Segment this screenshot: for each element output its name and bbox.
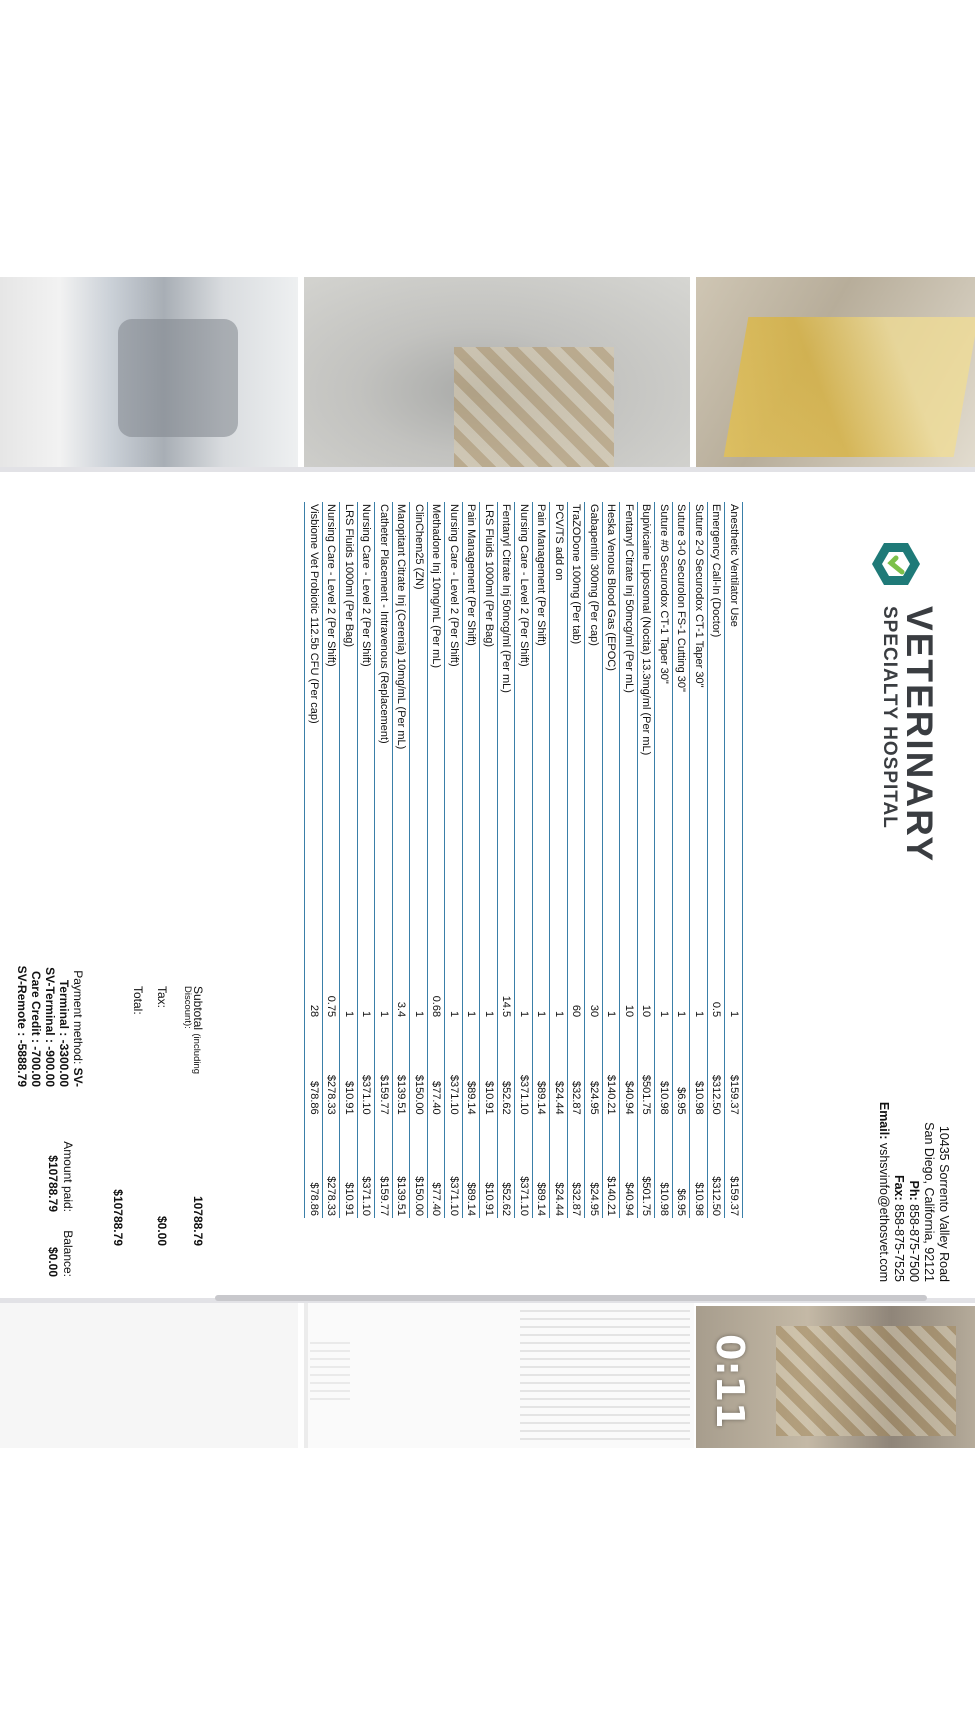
line-item-quantity: 1 [410, 962, 428, 1020]
line-item-total: $501.75 [638, 1117, 656, 1218]
line-item-description: Suture 2-0 Securodox CT-1 Taper 30" [690, 502, 708, 962]
line-item-row [550, 502, 568, 1218]
total-label: Total: [131, 986, 145, 1015]
line-item-row [585, 502, 603, 1218]
line-item-total: $159.77 [375, 1117, 393, 1218]
discount-row [179, 986, 193, 1246]
line-item-total: $278.33 [323, 1117, 341, 1218]
line-item-row [515, 502, 533, 1218]
line-item-row [323, 502, 341, 1218]
line-item-row [305, 502, 323, 1218]
fax-line [891, 1002, 906, 1282]
line-item-total: $24.44 [550, 1117, 568, 1218]
subtotal-label: Subtotal [191, 986, 205, 1031]
line-item-row [428, 502, 446, 1218]
amount-paid-value: $10788.79 [46, 1155, 60, 1212]
email-line [876, 1002, 891, 1282]
line-item-quantity: 14.5 [498, 962, 516, 1020]
line-item-quantity: 0.75 [323, 962, 341, 1020]
faded-footer-lines [310, 1340, 350, 1400]
clinic-brand [878, 606, 940, 863]
line-item-price: $371.10 [515, 1019, 533, 1117]
line-item-quantity: 1 [690, 962, 708, 1020]
line-item-row [533, 502, 551, 1218]
payment-method-block [15, 817, 85, 1087]
line-item-description: Suture #0 Securodox CT-1 Taper 30" [655, 502, 673, 962]
line-item-description: LRS Fluids 1000ml (Per Bag) [340, 502, 358, 962]
line-item-quantity: 1 [375, 962, 393, 1020]
brand-subtitle: SPECIALTY HOSPITAL [879, 606, 900, 829]
clinic-logo-icon [869, 537, 923, 591]
line-item-quantity: 1 [533, 962, 551, 1020]
blank-page-thumbnail [0, 1303, 298, 1448]
line-item-row [568, 502, 586, 1218]
line-item-price: $150.00 [410, 1019, 428, 1117]
tax-value: $0.00 [155, 1215, 169, 1246]
payment-line-3: SV-Terminal : -900.00 [43, 967, 57, 1087]
line-item-total: $371.10 [445, 1117, 463, 1218]
line-item-quantity: 1 [358, 962, 376, 1020]
line-item-total: $89.14 [533, 1117, 551, 1218]
line-item-quantity: 30 [585, 962, 603, 1020]
line-item-total: $40.94 [620, 1117, 638, 1218]
line-item-row [603, 502, 621, 1218]
line-item-total: $10.91 [340, 1117, 358, 1218]
line-item-price: $10.91 [480, 1019, 498, 1117]
line-item-quantity: 1 [550, 962, 568, 1020]
subtotal-value: 10788.79 [191, 1195, 205, 1246]
amount-paid-block [45, 1102, 75, 1212]
phone-label: Ph: [907, 1180, 921, 1201]
tax-label: Tax: [155, 986, 169, 1009]
line-item-description: PCV/TS add on [550, 502, 568, 962]
line-item-total: $140.21 [603, 1117, 621, 1218]
line-item-total: $32.87 [568, 1117, 586, 1218]
line-item-price: $312.50 [708, 1019, 726, 1117]
line-item-row [655, 502, 673, 1218]
line-item-price: $159.37 [725, 1019, 743, 1117]
payment-line-5: SV-Remote : -5888.79 [15, 965, 29, 1087]
total-row [111, 986, 145, 1246]
line-item-row [445, 502, 463, 1218]
line-item-description: Heska Venous Blood Gas (EPOC) [603, 502, 621, 962]
line-item-description: Fentanyl Citrate Inj 50mcg/ml (Per mL) [498, 502, 516, 962]
line-item-description: Gabapentin 300mg (Per cap) [585, 502, 603, 962]
line-item-description: Nursing Care - Level 2 (Per Shift) [323, 502, 341, 962]
payment-line-4: Care Credit : -700.00 [29, 970, 43, 1087]
line-item-description: Catheter Placement - Intravenous (Replacement) [375, 502, 393, 962]
line-item-quantity: 10 [620, 962, 638, 1020]
line-item-description: Nursing Care - Level 2 (Per Shift) [515, 502, 533, 962]
line-item-total: $77.40 [428, 1117, 446, 1218]
line-item-row [673, 502, 691, 1218]
line-item-price: $140.21 [603, 1019, 621, 1117]
balance-value: $0.00 [46, 1246, 60, 1277]
line-item-price: $89.14 [463, 1019, 481, 1117]
horizontal-scrollbar[interactable] [215, 1295, 927, 1301]
line-item-description: Pain Management (Per Shift) [463, 502, 481, 962]
line-item-row [725, 502, 743, 1218]
payment-line-2: Terminal : -3300.00 [57, 979, 71, 1087]
line-item-row [393, 502, 411, 1218]
line-item-row [410, 502, 428, 1218]
line-item-description: Bupivicaine Liposomal (Nocita) 13.3mg/ml (Per mL) [638, 502, 656, 962]
payment-method-label: Payment method: [71, 970, 85, 1065]
line-item-price: $278.33 [323, 1019, 341, 1117]
line-item-price: $32.87 [568, 1019, 586, 1117]
line-item-row [638, 502, 656, 1218]
line-item-total: $371.10 [358, 1117, 376, 1218]
address-line-1: 10435 Sorrento Valley Road [937, 1125, 951, 1282]
line-item-description: TraZODone 100mg (Per tab) [568, 502, 586, 962]
amount-paid-label: Amount paid: [61, 1141, 75, 1212]
blurred-photo-car [0, 277, 298, 467]
subtotal-note: (including [191, 1033, 202, 1075]
line-item-row [620, 502, 638, 1218]
line-item-price: $40.94 [620, 1019, 638, 1117]
discount-label: Discount): [182, 986, 193, 1029]
line-items-table [305, 502, 744, 1218]
fax-value: 858-875-7525 [892, 1204, 906, 1282]
faded-text-lines [520, 1310, 690, 1440]
line-item-description: Nursing Care - Level 2 (Per Shift) [358, 502, 376, 962]
line-item-total: $312.50 [708, 1117, 726, 1218]
line-item-total: $6.95 [673, 1117, 691, 1218]
line-item-description: Anesthetic Ventilator Use [725, 502, 743, 962]
line-item-quantity: 1 [480, 962, 498, 1020]
line-item-quantity: 1 [655, 962, 673, 1020]
line-item-price: $77.40 [428, 1019, 446, 1117]
totals-block [111, 986, 205, 1246]
line-item-total: $371.10 [515, 1117, 533, 1218]
line-item-row [463, 502, 481, 1218]
line-item-quantity: 1 [463, 962, 481, 1020]
total-value: $10788.79 [111, 1189, 125, 1246]
video-timer: 0:11 [708, 1334, 752, 1429]
line-item-quantity: 1 [603, 962, 621, 1020]
line-item-total: $10.91 [480, 1117, 498, 1218]
payment-method-value: SV- [71, 1067, 85, 1087]
line-item-total: $78.86 [305, 1117, 323, 1218]
line-item-row [340, 502, 358, 1218]
line-item-description: Visbiome Vet Probiotic 112.5b CFU (Per cap) [305, 502, 323, 962]
line-item-price: $10.98 [690, 1019, 708, 1117]
line-item-row [480, 502, 498, 1218]
line-item-description: Emergency Call-In (Doctor) [708, 502, 726, 962]
line-item-price: $371.10 [445, 1019, 463, 1117]
address-line-2: San Diego, California, 92121 [922, 1122, 936, 1282]
line-item-description: Fentanyl Citrate Inj 50mcg/ml (Per mL) [620, 502, 638, 962]
line-item-row [708, 502, 726, 1218]
phone-value: 858-875-7500 [907, 1204, 921, 1282]
line-item-row [498, 502, 516, 1218]
line-item-quantity: 1 [673, 962, 691, 1020]
line-item-quantity: 28 [305, 962, 323, 1020]
line-item-description: Suture 3-0 Securolon FS-1 Cutting 30" [673, 502, 691, 962]
line-item-price: $89.14 [533, 1019, 551, 1117]
line-item-row [690, 502, 708, 1218]
balance-block [45, 1217, 75, 1277]
payment-method-line [71, 817, 85, 1087]
blurred-photo-pavement [304, 277, 690, 467]
line-item-row [375, 502, 393, 1218]
line-item-quantity: 0.5 [708, 962, 726, 1020]
line-item-description: Maropitant Citrate Inj (Cerenia) 10mg/mL (Per mL) [393, 502, 411, 962]
line-item-total: $24.95 [585, 1117, 603, 1218]
line-item-total: $139.51 [393, 1117, 411, 1218]
line-item-price: $6.95 [673, 1019, 691, 1117]
fax-label: Fax: [892, 1174, 906, 1201]
brand-name: VETERINARY [899, 606, 940, 864]
line-item-description: ClinChem25 (ZN) [410, 502, 428, 962]
line-item-total: $89.14 [463, 1117, 481, 1218]
line-item-total: $10.98 [655, 1117, 673, 1218]
line-item-total: $159.37 [725, 1117, 743, 1218]
line-item-total: $10.98 [690, 1117, 708, 1218]
line-item-price: $24.95 [585, 1019, 603, 1117]
line-item-total: $150.00 [410, 1117, 428, 1218]
line-item-quantity: 10 [638, 962, 656, 1020]
line-item-price: $10.91 [340, 1019, 358, 1117]
line-item-price: $24.44 [550, 1019, 568, 1117]
line-item-quantity: 1 [725, 962, 743, 1020]
line-item-price: $139.51 [393, 1019, 411, 1117]
email-label: Email: [877, 1101, 891, 1140]
line-item-quantity: 60 [568, 962, 586, 1020]
blurred-photo-excavator [696, 277, 975, 467]
invoice-sheet [0, 472, 975, 1298]
line-item-quantity: 1 [445, 962, 463, 1020]
line-item-description: Nursing Care - Level 2 (Per Shift) [445, 502, 463, 962]
line-item-row [358, 502, 376, 1218]
line-item-quantity: 1 [515, 962, 533, 1020]
email-value: vshsvinfo@ethosvet.com [877, 1142, 891, 1282]
clinic-address [876, 1002, 951, 1282]
line-item-price: $10.98 [655, 1019, 673, 1117]
line-item-quantity: 0.68 [428, 962, 446, 1020]
invoice-page [0, 472, 975, 1298]
line-item-quantity: 3.4 [393, 962, 411, 1020]
line-item-description: LRS Fluids 1000ml (Per Bag) [480, 502, 498, 962]
line-item-price: $371.10 [358, 1019, 376, 1117]
line-item-description: Methadone Inj 10mg/mL (Per mL) [428, 502, 446, 962]
line-item-quantity: 1 [340, 962, 358, 1020]
line-item-description: Pain Management (Per Shift) [533, 502, 551, 962]
line-item-price: $501.75 [638, 1019, 656, 1117]
line-item-price: $78.86 [305, 1019, 323, 1117]
line-item-price: $52.62 [498, 1019, 516, 1117]
line-item-price: $159.77 [375, 1019, 393, 1117]
line-item-total: $52.62 [498, 1117, 516, 1218]
phone-line [906, 1002, 921, 1282]
balance-label: Balance: [61, 1230, 75, 1277]
tax-row [145, 986, 169, 1246]
